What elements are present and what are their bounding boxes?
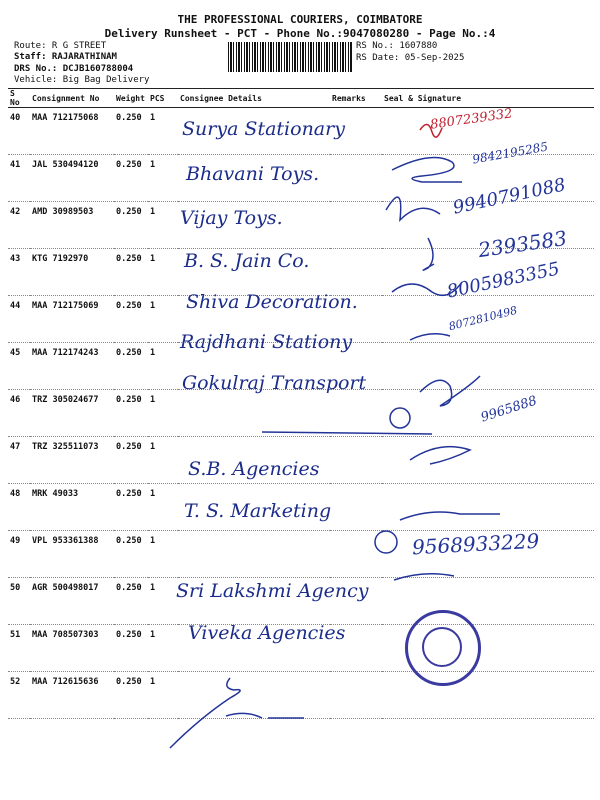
- company-title: THE PROFESSIONAL COURIERS, COIMBATORE: [177, 13, 423, 26]
- hw-consignee-2: Bhavani Toys.: [186, 163, 320, 185]
- row-weight: 0.250: [114, 578, 148, 625]
- row-pcs: 1: [148, 249, 178, 296]
- row-sno: 43: [8, 249, 30, 296]
- row-weight: 0.250: [114, 249, 148, 296]
- row-consignment-no: MRK 49033: [30, 484, 114, 531]
- rs-number: RS No.: 1607880: [356, 41, 438, 51]
- col-consignee: Consignee Details: [178, 89, 330, 108]
- rs-date: RS Date: 05-Sep-2025: [356, 53, 465, 63]
- hw-phone-2: 9842195285: [471, 139, 549, 167]
- row-consignment-no: TRZ 305024677: [30, 390, 114, 437]
- hw-consignee-1: Surya Stationary: [182, 118, 345, 140]
- row-consignment-no: KTG 7192970: [30, 249, 114, 296]
- row-weight: 0.250: [114, 625, 148, 672]
- col-consignment: Consignment No: [30, 89, 114, 108]
- row-pcs: 1: [148, 672, 178, 719]
- row-consignment-no: MAA 712615636: [30, 672, 114, 719]
- row-sno: 40: [8, 108, 30, 155]
- row-pcs: 1: [148, 296, 178, 343]
- row-sno: 51: [8, 625, 30, 672]
- hw-consignee-10: Sri Lakshmi Agency: [176, 580, 369, 602]
- row-pcs: 1: [148, 202, 178, 249]
- row-consignment-no: MAA 712174243: [30, 343, 114, 390]
- row-pcs: 1: [148, 531, 178, 578]
- row-sno: 45: [8, 343, 30, 390]
- staff-label: Staff: RAJARATHINAM: [14, 52, 117, 62]
- row-pcs: 1: [148, 155, 178, 202]
- row-pcs: 1: [148, 625, 178, 672]
- vehicle-label: Vehicle: Big Bag Delivery: [14, 75, 150, 85]
- row-sno: 44: [8, 296, 30, 343]
- hw-consignee-6: Rajdhani Stationy: [180, 331, 353, 353]
- row-weight: 0.250: [114, 390, 148, 437]
- hw-consignee-9: T. S. Marketing: [184, 500, 332, 522]
- row-sno: 50: [8, 578, 30, 625]
- hw-consignee-8: S.B. Agencies: [188, 458, 320, 480]
- hw-consignee-11: Viveka Agencies: [188, 622, 346, 644]
- row-consignment-no: JAL 530494120: [30, 155, 114, 202]
- row-weight: 0.250: [114, 531, 148, 578]
- row-consignment-no: TRZ 325511073: [30, 437, 114, 484]
- row-sno: 47: [8, 437, 30, 484]
- row-consignment-no: MAA 712175069: [30, 296, 114, 343]
- row-pcs: 1: [148, 437, 178, 484]
- row-consignment-no: AMD 30989503: [30, 202, 114, 249]
- row-weight: 0.250: [114, 672, 148, 719]
- route-label: Route: R G STREET: [14, 41, 107, 51]
- hw-consignee-7: Gokulraj Transport: [182, 372, 367, 394]
- hw-phone-4: 2393583: [476, 225, 569, 263]
- row-sno: 52: [8, 672, 30, 719]
- col-sno: S No: [8, 89, 30, 108]
- company-seal-stamp: [405, 610, 481, 686]
- row-pcs: 1: [148, 578, 178, 625]
- row-weight: 0.250: [114, 343, 148, 390]
- row-weight: 0.250: [114, 296, 148, 343]
- hw-phone-6: 8072810498: [447, 303, 519, 334]
- col-weight: Weight: [114, 89, 148, 108]
- row-consignment-no: VPL 953361388: [30, 531, 114, 578]
- hw-consignee-4: B. S. Jain Co.: [184, 250, 310, 272]
- row-pcs: 1: [148, 484, 178, 531]
- hw-phone-5: 8005983355: [445, 258, 562, 303]
- hw-phone-1: 8807239332: [429, 106, 514, 133]
- row-pcs: 1: [148, 343, 178, 390]
- row-sno: 41: [8, 155, 30, 202]
- row-consignment-no: AGR 500498017: [30, 578, 114, 625]
- runsheet-subtitle: Delivery Runsheet - PCT - Phone No.:9047080280 - Page No.:4: [104, 27, 496, 40]
- row-weight: 0.250: [114, 108, 148, 155]
- row-weight: 0.250: [114, 202, 148, 249]
- row-consignment-no: MAA 708507303: [30, 625, 114, 672]
- hw-consignee-3: Vijay Toys.: [180, 207, 283, 229]
- row-pcs: 1: [148, 108, 178, 155]
- col-remarks: Remarks: [330, 89, 382, 108]
- row-sno: 42: [8, 202, 30, 249]
- hw-consignee-5: Shiva Decoration.: [186, 291, 358, 313]
- row-sno: 49: [8, 531, 30, 578]
- col-signature: Seal & Signature: [382, 89, 594, 108]
- row-sno: 46: [8, 390, 30, 437]
- drs-label: DRS No.: DCJB160788004: [14, 64, 134, 74]
- row-pcs: 1: [148, 390, 178, 437]
- row-weight: 0.250: [114, 484, 148, 531]
- row-weight: 0.250: [114, 155, 148, 202]
- row-consignment-no: MAA 712175068: [30, 108, 114, 155]
- hw-phone-8: 9568933229: [411, 528, 540, 560]
- hw-phone-3: 9940791088: [451, 174, 568, 219]
- row-sno: 48: [8, 484, 30, 531]
- row-weight: 0.250: [114, 437, 148, 484]
- col-pcs: PCS: [148, 89, 178, 108]
- hw-phone-7: 9965888: [479, 393, 539, 426]
